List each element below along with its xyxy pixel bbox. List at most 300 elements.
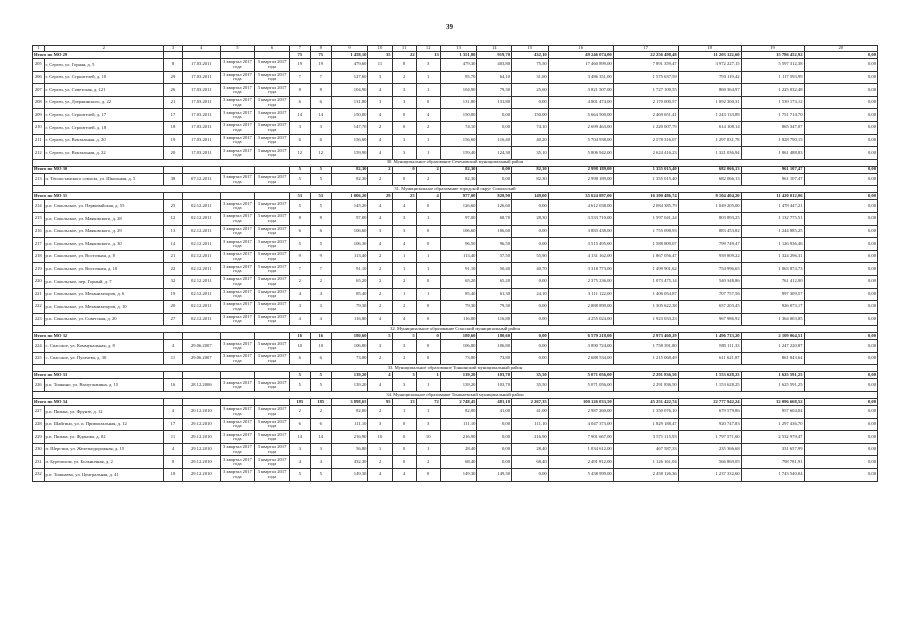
table-cell: 216,90 bbox=[331, 431, 368, 444]
table-cell: 3 квартал 2017 года bbox=[255, 263, 290, 276]
subtotal-cell: 16 bbox=[289, 333, 310, 340]
table-cell: 4 bbox=[164, 340, 183, 353]
subtotal-cell: 4 bbox=[368, 372, 392, 379]
table-cell: 4 bbox=[368, 469, 392, 482]
subtotal-cell bbox=[255, 399, 290, 406]
table-cell: 4 bbox=[392, 200, 416, 213]
table-cell: 1 bbox=[416, 147, 440, 160]
table-cell: 14 bbox=[310, 431, 331, 444]
table-cell: 40,70 bbox=[512, 263, 549, 276]
table-cell: 5 438 999,00 bbox=[548, 469, 613, 482]
section-title-row bbox=[33, 365, 878, 372]
subtotal-cell: 15 786 452,92 bbox=[741, 52, 804, 59]
table-cell: 79,30 bbox=[440, 301, 477, 314]
table-cell: 3 квартал 2017 года bbox=[255, 212, 290, 225]
table-cell: 0,00 bbox=[477, 109, 512, 122]
table-cell: 3 квартал 2017 года bbox=[220, 263, 255, 276]
table-cell: 3 bbox=[368, 340, 392, 353]
table-cell: 4 bbox=[310, 456, 331, 469]
table-cell: 2 bbox=[392, 301, 416, 314]
table-cell: 3 bbox=[392, 96, 416, 109]
table-cell: 82,30 bbox=[440, 173, 477, 186]
table-cell: 7 901 667,00 bbox=[548, 431, 613, 444]
table-cell: 1 092 300,31 bbox=[678, 96, 741, 109]
table-cell: г. Сергач, ул. Дзержинского, д. 22 bbox=[44, 96, 164, 109]
subtotal-label: Итого по МО 33 bbox=[33, 372, 164, 379]
column-number-cell: 19 bbox=[741, 46, 804, 52]
table-cell: 4 bbox=[368, 238, 392, 251]
table-cell: 0 bbox=[392, 431, 416, 444]
subtotal-cell: 53 bbox=[310, 193, 331, 200]
table-cell: 479,30 bbox=[440, 59, 477, 72]
subtotal-row bbox=[33, 333, 878, 340]
table-cell: 1 153 628,25 bbox=[678, 379, 741, 392]
table-row bbox=[33, 275, 878, 288]
table-cell: 1 bbox=[392, 406, 416, 419]
table-cell: 223 bbox=[33, 313, 45, 326]
table-cell: с. Спасское, ул. Пугачева, д. 30 bbox=[44, 352, 164, 365]
table-cell: 212 bbox=[33, 147, 45, 160]
table-cell: 97,00 bbox=[440, 212, 477, 225]
table-cell: 1 bbox=[416, 406, 440, 419]
table-cell: 1 406 054,87 bbox=[613, 288, 678, 301]
subtotal-cell: 3 898,65 bbox=[331, 399, 368, 406]
table-cell: 1 364 003,85 bbox=[741, 313, 804, 326]
subtotal-cell: 82,30 bbox=[512, 166, 549, 173]
table-cell: 145,20 bbox=[331, 200, 368, 213]
subtotal-cell: 5 bbox=[310, 166, 331, 173]
subtotal-cell: 0,00 bbox=[804, 52, 878, 59]
subtotal-cell: 35,50 bbox=[512, 372, 549, 379]
table-cell: 1 bbox=[392, 263, 416, 276]
table-cell: 11 bbox=[164, 352, 183, 365]
subtotal-cell: 2 bbox=[416, 166, 440, 173]
table-cell: 116,80 bbox=[331, 313, 368, 326]
table-cell: 0,00 bbox=[512, 275, 549, 288]
table-cell: 17.03.2011 bbox=[182, 84, 220, 97]
table-row bbox=[33, 212, 878, 225]
table-cell: 4 bbox=[164, 406, 183, 419]
subtotal-cell: 53 bbox=[289, 193, 310, 200]
table-cell: 1 bbox=[416, 212, 440, 225]
table-cell: 65,20 bbox=[331, 275, 368, 288]
table-cell: 3 квартал 2017 года bbox=[220, 71, 255, 84]
table-cell: 3 квартал 2017 года bbox=[220, 469, 255, 482]
table-cell: 0,00 bbox=[512, 301, 549, 314]
table-cell: 85,40 bbox=[440, 288, 477, 301]
table-cell: 5 bbox=[289, 173, 310, 186]
table-cell: 3 квартал 2017 года bbox=[255, 456, 290, 469]
table-cell: 0 bbox=[416, 301, 440, 314]
table-cell: 68,40 bbox=[440, 456, 477, 469]
subtotal-cell: 13 bbox=[392, 399, 416, 406]
table-cell: 2 bbox=[368, 288, 392, 301]
table-cell: 10 bbox=[310, 340, 331, 353]
table-cell: 5 bbox=[289, 238, 310, 251]
table-row bbox=[33, 431, 878, 444]
table-cell: 0,00 bbox=[804, 84, 878, 97]
subtotal-cell: 919,70 bbox=[477, 52, 512, 59]
table-cell: 225 bbox=[33, 352, 45, 365]
table-cell: 32 bbox=[164, 275, 183, 288]
subtotal-cell: 180,60 bbox=[440, 333, 477, 340]
subtotal-cell bbox=[182, 333, 220, 340]
subtotal-cell: 6 579 218,00 bbox=[548, 333, 613, 340]
table-cell: 0,00 bbox=[804, 340, 878, 353]
table-cell: 131,80 bbox=[331, 96, 368, 109]
subtotal-cell bbox=[220, 52, 255, 59]
table-cell: 0,00 bbox=[804, 225, 878, 238]
subtotal-cell: 2 748,45 bbox=[440, 399, 477, 406]
table-cell: 106,80 bbox=[440, 340, 477, 353]
subtotal-cell: 5 bbox=[289, 166, 310, 173]
table-cell: 1 243 133,89 bbox=[678, 109, 741, 122]
table-row bbox=[33, 418, 878, 431]
table-cell: 883 453,82 bbox=[678, 225, 741, 238]
table-cell: 3 квартал 2017 года bbox=[255, 71, 290, 84]
subtotal-cell bbox=[182, 52, 220, 59]
table-cell: 4 bbox=[368, 84, 392, 97]
table-row bbox=[33, 263, 878, 276]
table-cell: 106,60 bbox=[477, 225, 512, 238]
subtotal-cell: 22 bbox=[392, 52, 416, 59]
table-cell: 1 247 220,87 bbox=[741, 340, 804, 353]
table-row bbox=[33, 134, 878, 147]
table-cell: 1 bbox=[416, 71, 440, 84]
table-cell: 1 867 056,47 bbox=[613, 250, 678, 263]
housing-program-table bbox=[32, 45, 878, 482]
table-cell: 6 bbox=[310, 134, 331, 147]
table-cell: 27 bbox=[164, 313, 183, 326]
table-cell: 1 215 068,49 bbox=[613, 352, 678, 365]
table-cell: 29.06.2007 bbox=[182, 352, 220, 365]
table-cell: 149,30 bbox=[331, 469, 368, 482]
table-cell: 221 bbox=[33, 288, 45, 301]
table-cell: 235 366,68 bbox=[678, 443, 741, 456]
table-cell: 2 458 126,36 bbox=[613, 469, 678, 482]
table-cell: 0,00 bbox=[804, 238, 878, 251]
table-cell: 885 111,33 bbox=[678, 340, 741, 353]
subtotal-label: Итого по МО 30 bbox=[33, 166, 164, 173]
table-cell: 3 bbox=[368, 71, 392, 84]
subtotal-cell: 35 bbox=[368, 52, 392, 59]
table-cell: 12 bbox=[164, 212, 183, 225]
table-cell: 02.12.2011 bbox=[182, 238, 220, 251]
subtotal-cell: 75 bbox=[310, 52, 331, 59]
table-cell: 3 486 351,00 bbox=[548, 71, 613, 84]
section-title-row bbox=[33, 326, 878, 333]
table-cell: п. Тёплостанского совхоза, ул. Школьная, д. 5 bbox=[44, 173, 164, 186]
table-cell: 3 квартал 2017 года bbox=[255, 352, 290, 365]
subtotal-cell bbox=[164, 52, 183, 59]
table-cell: 1 bbox=[392, 288, 416, 301]
subtotal-cell bbox=[182, 399, 220, 406]
table-cell: 1 355 015,40 bbox=[613, 173, 678, 186]
column-number-cell: 12 bbox=[416, 46, 440, 52]
table-cell: 147,70 bbox=[331, 121, 368, 134]
table-cell: 0,00 bbox=[804, 406, 878, 419]
table-cell: 1 063 874,73 bbox=[741, 263, 804, 276]
table-cell: 1 829 188,47 bbox=[613, 418, 678, 431]
table-cell: 218 bbox=[33, 250, 45, 263]
table-cell: 961 107,47 bbox=[741, 173, 804, 186]
table-cell: 5 bbox=[289, 469, 310, 482]
table-row bbox=[33, 147, 878, 160]
table-cell: 3 квартал 2017 года bbox=[220, 147, 255, 160]
subtotal-cell bbox=[182, 166, 220, 173]
table-cell: 4 bbox=[416, 109, 440, 122]
table-cell: р.п. Сокольское, ул. Восточная, д. 10 bbox=[44, 263, 164, 276]
subtotal-cell bbox=[164, 193, 183, 200]
table-cell: 02.12.2011 bbox=[182, 200, 220, 213]
table-cell: 3 квартал 2017 года bbox=[255, 147, 290, 160]
table-cell: 3 bbox=[392, 379, 416, 392]
table-cell: 116,80 bbox=[440, 313, 477, 326]
table-cell: 19 bbox=[289, 59, 310, 72]
table-cell: 7 bbox=[289, 71, 310, 84]
table-cell: 41,00 bbox=[477, 406, 512, 419]
table-cell: 104,90 bbox=[331, 84, 368, 97]
table-cell: 9 bbox=[289, 250, 310, 263]
table-cell: 0,00 bbox=[804, 469, 878, 482]
table-cell: 14 bbox=[289, 109, 310, 122]
table-cell: 216,90 bbox=[512, 431, 549, 444]
table-row bbox=[33, 200, 878, 213]
table-cell: 0,00 bbox=[804, 173, 878, 186]
table-cell: 6 bbox=[289, 96, 310, 109]
table-cell: 28.12.2006 bbox=[182, 379, 220, 392]
table-cell: 28,40 bbox=[512, 443, 549, 456]
table-cell: 682 066,13 bbox=[678, 173, 741, 186]
table-cell: 1 751 714,70 bbox=[741, 109, 804, 122]
table-cell: 3 квартал 2017 года bbox=[255, 238, 290, 251]
table-cell: 0,00 bbox=[477, 443, 512, 456]
table-cell: 1 117 593,99 bbox=[741, 71, 804, 84]
subtotal-cell: 1 625 591,25 bbox=[741, 372, 804, 379]
table-cell: 35,50 bbox=[512, 379, 549, 392]
table-cell: 127,60 bbox=[331, 71, 368, 84]
subtotal-cell: 180,60 bbox=[477, 333, 512, 340]
subtotal-cell bbox=[164, 333, 183, 340]
table-cell: 104,90 bbox=[440, 84, 477, 97]
table-cell: 106,80 bbox=[331, 340, 368, 353]
table-cell: 131,80 bbox=[477, 96, 512, 109]
table-cell: 3 bbox=[368, 225, 392, 238]
subtotal-cell: 11 203 122,60 bbox=[678, 52, 741, 59]
table-cell: 0,00 bbox=[804, 109, 878, 122]
table-cell: 3 квартал 2017 года bbox=[220, 406, 255, 419]
table-cell: 0 bbox=[392, 418, 416, 431]
table-cell: 2 bbox=[368, 352, 392, 365]
table-cell: 28,40 bbox=[440, 443, 477, 456]
subtotal-cell: 72 bbox=[416, 399, 440, 406]
table-cell: 12 bbox=[289, 147, 310, 160]
table-cell: 1 305 622,38 bbox=[613, 301, 678, 314]
table-cell: 214 bbox=[33, 200, 45, 213]
table-cell: 3 квартал 2017 года bbox=[255, 431, 290, 444]
column-number-cell: 10 bbox=[368, 46, 392, 52]
table-cell: 74,10 bbox=[440, 121, 477, 134]
table-cell: 91,10 bbox=[440, 263, 477, 276]
table-row bbox=[33, 313, 878, 326]
table-cell: 3 квартал 2017 года bbox=[255, 340, 290, 353]
table-cell: 0,00 bbox=[477, 121, 512, 134]
table-cell: 26 bbox=[164, 84, 183, 97]
table-cell: 7 891 359,47 bbox=[613, 59, 678, 72]
table-cell: 139,20 bbox=[440, 379, 477, 392]
table-cell: 4 255 024,00 bbox=[548, 313, 613, 326]
table-cell: 3 bbox=[289, 443, 310, 456]
table-cell: 3 квартал 2017 года bbox=[220, 134, 255, 147]
subtotal-cell: 139,20 bbox=[331, 372, 368, 379]
table-cell: 75,50 bbox=[512, 59, 549, 72]
table-cell: 124,30 bbox=[477, 147, 512, 160]
table-cell: 1 324 296,31 bbox=[741, 250, 804, 263]
table-row bbox=[33, 301, 878, 314]
table-cell: 2 bbox=[392, 275, 416, 288]
subtotal-cell: 0 bbox=[416, 333, 440, 340]
table-cell: 231 bbox=[33, 456, 45, 469]
table-row bbox=[33, 469, 878, 482]
table-row bbox=[33, 250, 878, 263]
section-title-row bbox=[33, 186, 878, 193]
table-cell: 920 747,83 bbox=[678, 418, 741, 431]
table-cell: 2 bbox=[416, 121, 440, 134]
subtotal-cell: 103,70 bbox=[477, 372, 512, 379]
subtotal-cell: 5 bbox=[392, 333, 416, 340]
subtotal-row bbox=[33, 372, 878, 379]
table-cell: 19 bbox=[164, 134, 183, 147]
subtotal-cell bbox=[220, 399, 255, 406]
table-cell: 0,00 bbox=[804, 250, 878, 263]
table-cell: 0,00 bbox=[804, 352, 878, 365]
table-cell: 2 bbox=[368, 263, 392, 276]
table-cell: 0,00 bbox=[804, 263, 878, 276]
table-cell: 150,00 bbox=[440, 109, 477, 122]
subtotal-cell: 35 624 897,00 bbox=[548, 193, 613, 200]
table-cell: 3 bbox=[368, 418, 392, 431]
table-cell: 3 квартал 2017 года bbox=[220, 250, 255, 263]
table-cell: 210 bbox=[33, 121, 45, 134]
page-number: 39 bbox=[446, 23, 453, 31]
subtotal-cell: 32 096 668,52 bbox=[741, 399, 804, 406]
table-cell: 3 квартал 2017 года bbox=[220, 431, 255, 444]
table-cell: 213 bbox=[33, 173, 45, 186]
table-cell: 5 704 938,00 bbox=[548, 134, 613, 147]
table-cell: 68,70 bbox=[477, 212, 512, 225]
table-cell: 6 bbox=[310, 225, 331, 238]
subtotal-cell bbox=[255, 333, 290, 340]
table-cell: 232 bbox=[33, 469, 45, 482]
table-cell: 1 350 076,10 bbox=[613, 406, 678, 419]
column-number-cell: 9 bbox=[331, 46, 368, 52]
table-cell: 3 квартал 2017 года bbox=[220, 313, 255, 326]
subtotal-cell: 13 bbox=[416, 52, 440, 59]
table-cell: 2 bbox=[289, 275, 310, 288]
subtotal-cell: 5 071 056,00 bbox=[548, 372, 613, 379]
table-cell: 0 bbox=[392, 456, 416, 469]
subtotal-label: Итого по МО 29 bbox=[33, 52, 164, 59]
table-cell: 57,50 bbox=[477, 250, 512, 263]
subtotal-cell: 11 420 012,06 bbox=[741, 193, 804, 200]
table-cell: 1 625 591,25 bbox=[741, 379, 804, 392]
table-cell: 106,30 bbox=[331, 238, 368, 251]
subtotal-cell: 185 bbox=[289, 399, 310, 406]
table-cell: 331 657,99 bbox=[741, 443, 804, 456]
table-cell: 103,70 bbox=[477, 379, 512, 392]
column-number-cell: 20 bbox=[804, 46, 878, 52]
table-cell: р.п. Сокольское, ул. Первомайская, д. 55 bbox=[44, 200, 164, 213]
table-cell: 02.12.2011 bbox=[182, 250, 220, 263]
subtotal-cell: 75 bbox=[289, 52, 310, 59]
table-cell: 3 bbox=[392, 147, 416, 160]
table-cell: 3 квартал 2017 года bbox=[255, 250, 290, 263]
table-cell: 1 321 036,94 bbox=[678, 147, 741, 160]
table-cell: 17 bbox=[164, 418, 183, 431]
table-cell: 0,00 bbox=[804, 313, 878, 326]
subtotal-cell: 682 066,13 bbox=[678, 166, 741, 173]
table-cell: 113,40 bbox=[331, 250, 368, 263]
table-cell: 0 bbox=[416, 225, 440, 238]
table-cell: 07.12.2011 bbox=[182, 173, 220, 186]
subtotal-cell: 977,00 bbox=[440, 193, 477, 200]
table-cell: 1 758 391,80 bbox=[613, 340, 678, 353]
table-cell: 106,80 bbox=[477, 340, 512, 353]
table-cell: 5 bbox=[310, 200, 331, 213]
table-cell: 02.12.2011 bbox=[182, 313, 220, 326]
table-cell: 1 049 205,00 bbox=[678, 200, 741, 213]
table-cell: 73,80 bbox=[440, 352, 477, 365]
table-cell: 3 квартал 2017 года bbox=[255, 443, 290, 456]
table-cell: 18 bbox=[164, 121, 183, 134]
table-cell: 1 575 637,59 bbox=[613, 71, 678, 84]
table-cell: г. Сергач, ул. Строителей, д. 18 bbox=[44, 121, 164, 134]
table-cell: 4 bbox=[310, 313, 331, 326]
table-cell: 29 bbox=[164, 71, 183, 84]
table-cell: 64,10 bbox=[477, 71, 512, 84]
subtotal-cell: 0,00 bbox=[804, 399, 878, 406]
subtotal-cell: 481,10 bbox=[477, 399, 512, 406]
table-cell: 1 073 475,14 bbox=[613, 275, 678, 288]
table-cell: 0 bbox=[392, 173, 416, 186]
table-cell: 2 688 534,00 bbox=[548, 352, 613, 365]
table-cell: 8 bbox=[164, 456, 183, 469]
table-row bbox=[33, 443, 878, 456]
table-cell: 207 bbox=[33, 84, 45, 97]
table-row bbox=[33, 71, 878, 84]
table-cell: 14 bbox=[164, 238, 183, 251]
table-cell: с. Спасское, ул. Коммунальная, д. 8 bbox=[44, 340, 164, 353]
table-cell: 02.12.2011 bbox=[182, 288, 220, 301]
table-cell: 1 297 436,70 bbox=[741, 418, 804, 431]
table-cell: 3 bbox=[416, 59, 440, 72]
subtotal-cell: 961 107,47 bbox=[741, 166, 804, 173]
table-cell: 8 bbox=[164, 59, 183, 72]
table-cell: 0,00 bbox=[804, 443, 878, 456]
table-cell: 2 bbox=[368, 406, 392, 419]
table-row bbox=[33, 379, 878, 392]
table-cell: 957 604,04 bbox=[741, 406, 804, 419]
table-cell: 106,60 bbox=[331, 225, 368, 238]
table-cell: 4 bbox=[368, 379, 392, 392]
table-cell: 6 bbox=[289, 225, 310, 238]
subtotal-cell bbox=[220, 193, 255, 200]
table-cell: 2 084 385,79 bbox=[613, 200, 678, 213]
table-cell: р.п. Сокольское, ул. Механизаторов, д. 6 bbox=[44, 288, 164, 301]
table-row bbox=[33, 406, 878, 419]
table-cell: 803 893,25 bbox=[678, 212, 741, 225]
table-cell: 11 bbox=[164, 431, 183, 444]
